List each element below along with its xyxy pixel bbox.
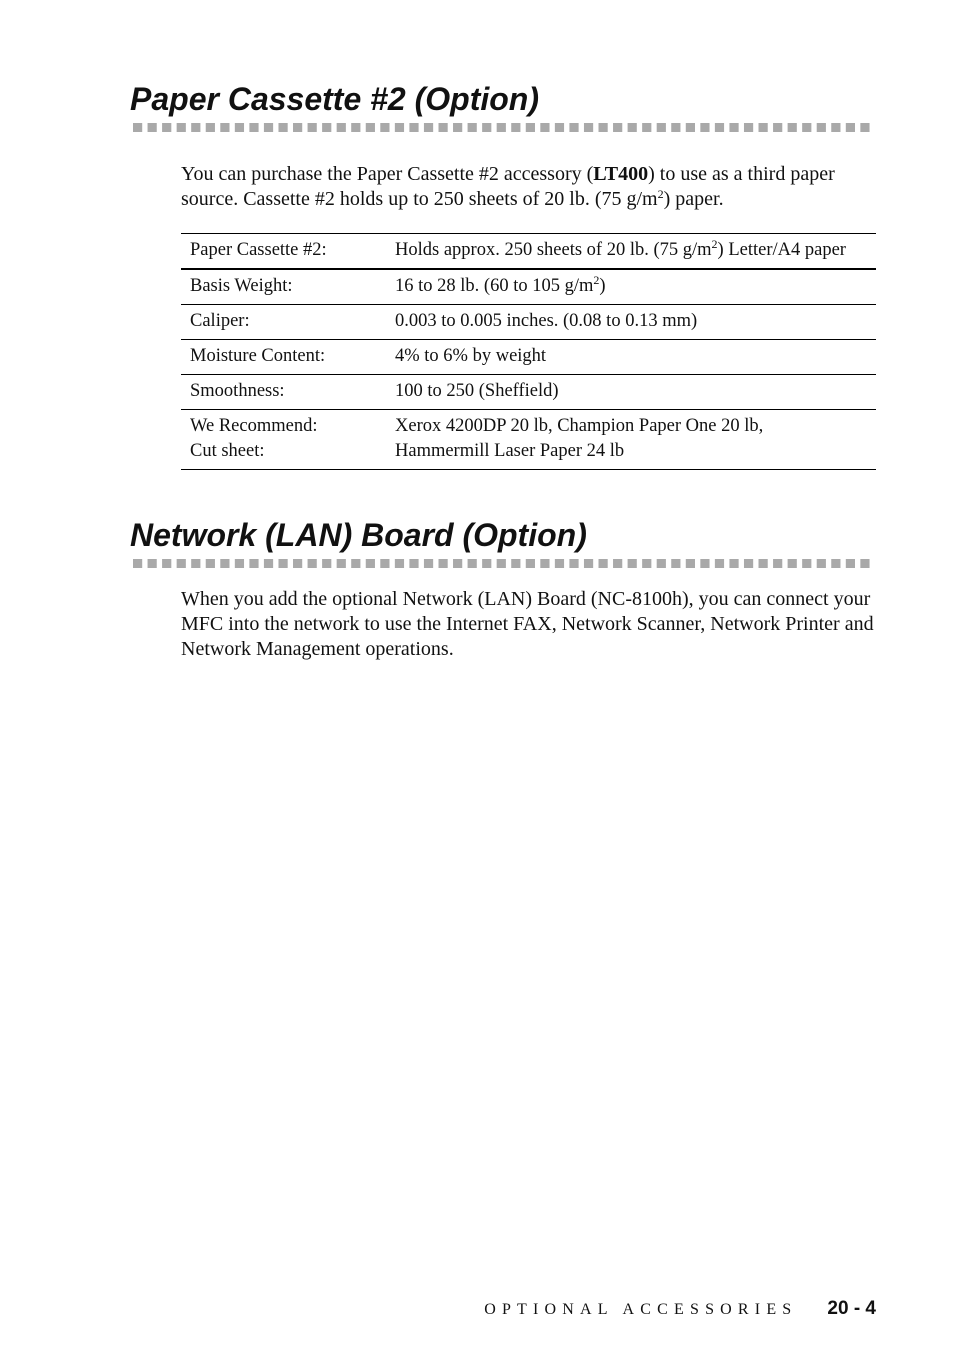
superscript: 2	[593, 273, 600, 287]
spec-label-line: Cut sheet:	[190, 441, 265, 461]
spec-value: 100 to 250 (Sheffield)	[386, 375, 876, 410]
intro-text-end: ) paper.	[663, 188, 724, 210]
spec-label	[181, 410, 386, 470]
spec-label: Caliper:	[181, 305, 386, 340]
model-number: LT400	[593, 163, 649, 185]
superscript: 2	[657, 187, 664, 201]
section-title-paper-cassette: Paper Cassette #2 (Option)	[130, 81, 539, 117]
spec-label-line: We Recommend:	[190, 416, 318, 436]
spec-value-line: Hammermill Laser Paper 24 lb	[395, 441, 625, 461]
spec-value-text: )	[599, 276, 606, 296]
spec-value: 0.003 to 0.005 inches. (0.08 to 0.13 mm)	[386, 305, 876, 340]
paper-spec-table	[181, 233, 876, 470]
spec-value	[386, 234, 876, 270]
spec-label: Moisture Content:	[181, 340, 386, 375]
spec-label: Paper Cassette #2:	[181, 234, 386, 270]
intro-text-start: You can purchase the Paper Cassette #2 accessory (	[181, 163, 594, 185]
network-board-body: When you add the optional Network (LAN) Board (NC-8100h), you can connect your MFC into the network to use the Internet FAX, Network Scanner, Network Printer and Network Management operations.	[181, 588, 874, 660]
table-row	[181, 340, 876, 375]
spec-value	[386, 410, 876, 470]
footer-chapter-label: OPTIONAL ACCESSORIES	[484, 1301, 798, 1318]
spec-value-line: Xerox 4200DP 20 lb, Champion Paper One 20 lb,	[395, 416, 764, 436]
intro-text-middle: ) to use as a third paper source. Cassette #2 holds up to 250 sheets of 20 lb. (75 g/m	[181, 163, 835, 210]
page-footer	[484, 1298, 876, 1320]
spec-label: Basis Weight:	[181, 269, 386, 305]
spec-value-text: ) Letter/A4 paper	[717, 240, 846, 260]
spec-value-text: 16 to 28 lb. (60 to 105 g/m	[395, 276, 594, 296]
page-number: 20 - 4	[827, 1298, 876, 1319]
table-row	[181, 234, 876, 270]
section-title-network-board: Network (LAN) Board (Option)	[130, 517, 587, 553]
table-row	[181, 269, 876, 305]
spec-value-text: Holds approx. 250 sheets of 20 lb. (75 g/m	[395, 240, 712, 260]
table-row	[181, 410, 876, 470]
table-row	[181, 375, 876, 410]
title-dotted-rule	[133, 123, 873, 132]
superscript: 2	[711, 237, 718, 251]
table-row	[181, 305, 876, 340]
spec-value: 4% to 6% by weight	[386, 340, 876, 375]
title-dotted-rule	[133, 559, 873, 568]
paper-cassette-intro	[181, 162, 881, 212]
spec-value	[386, 269, 876, 305]
spec-label: Smoothness:	[181, 375, 386, 410]
